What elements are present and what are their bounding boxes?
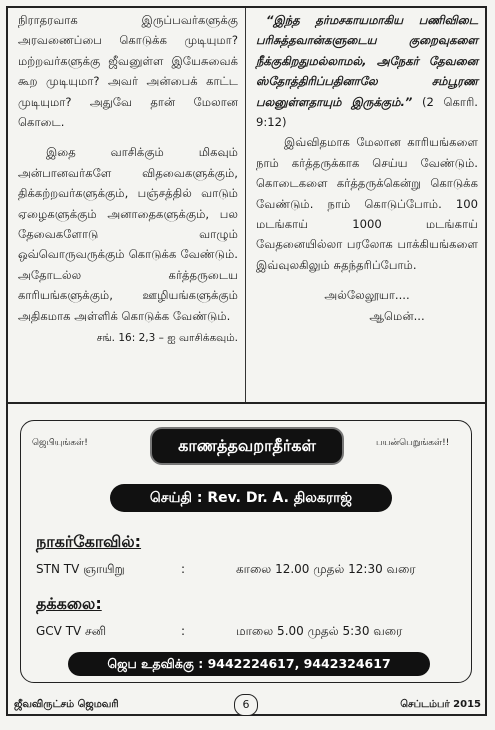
ad-title: காணத்தவறாதீர்கள் xyxy=(150,427,344,465)
schedule-row-2 xyxy=(36,622,466,640)
section-divider xyxy=(8,402,485,404)
location-nagercoil: நாகர்கோவில்: xyxy=(36,532,142,551)
column-divider xyxy=(245,8,246,403)
left-paragraph-2: இதை வாசிக்கும் மிகவும் அன்பானவர்களே விதவைகளுக்கும், திக்கற்றவர்களுக்கும், பஞ்சத்தில் வாடும் ஏழைகளுக்கும் அனாதைகளுக்கும், பல தேவைகளோடு வாழும் ஒவ்வொருவருக்கும் கொடுக்க வேண்டும். அதோடல்ல கர்த்தருடைய காரியங்களுக்கும், ஊழியங்களுக்கும் அதிகமாக அள்ளிக் கொடுக்க வேண்டும். xyxy=(18,145,238,323)
footer-magazine-name: ஜீவவிருட்சம் ஜெமவரி xyxy=(14,699,119,710)
channel-2: GCV TV சனி xyxy=(36,624,107,638)
time-2: மாலை 5.00 முதல் 5:30 வரை xyxy=(236,624,403,638)
left-paragraph-1: நிராதரவாக இருப்பவர்களுக்கு அரவணைப்பை கொடுக்க முடியுமா? மற்றவர்களுக்கு ஜீவனுள்ள இயேசுவைக் கூற முடியுமா? அவர் அன்பைக் காட்ட முடியுமா? அதுவே தான் மேலான கொடை. xyxy=(18,13,238,130)
benefit-tag: பயன்பெறுங்கள்!! xyxy=(376,438,450,448)
page-number: 6 xyxy=(234,694,258,716)
pray-tag: ஜெபியுங்கள்! xyxy=(32,438,88,448)
contact-banner: ஜெப உதவிக்கு : 9442224617, 9442324617 xyxy=(68,652,430,676)
hallelujah-text: அல்லேலூயா.... xyxy=(324,288,410,303)
left-column xyxy=(18,10,238,349)
location-thuckalay: தக்கலை: xyxy=(36,594,102,613)
separator-1: : xyxy=(181,562,186,576)
footer-date: செப்டம்பர் 2015 xyxy=(400,699,481,710)
amen-text: ஆமென்... xyxy=(369,308,425,323)
separator-2: : xyxy=(181,624,186,638)
schedule-row-1 xyxy=(36,560,466,578)
right-paragraph-2: இவ்விதமாக மேலான காரியங்களை நாம் கர்த்தருக்காக செய்ய வேண்டும். கொடைகளை கர்த்தருக்கென்று கொடுக்க வேண்டும். நாம் கொடுப்போம். 100 மடங்காய் 1000 மடங்காய் வேதனையில்லா பரலோக பாக்கியங்களை இவ்வுலகிலும் சுதந்தரிப்போம். xyxy=(256,135,478,272)
channel-1: STN TV ஞாயிறு xyxy=(36,562,125,576)
quote-reference: (2 கொரி. 9:12) xyxy=(256,94,478,130)
right-column xyxy=(256,10,478,326)
bible-quote: “இந்த தர்மசகாயமாகிய பணிவிடை பரிசுத்தவான்களுடைய குறைவுகளை நீக்குகிறதுமல்லாமல், அநேகர் தேவனை ஸ்தோத்திரிப்பதினாலே சம்பூரண பலனுள்ளதாயும் இருக்கும்.” xyxy=(256,13,478,109)
speaker-banner: செய்தி : Rev. Dr. A. திலகராஜ் xyxy=(110,484,392,512)
time-1: காலை 12.00 முதல் 12:30 வரை xyxy=(236,562,416,576)
scripture-reference: சங். 16: 2,3 – ஐ வாசிக்கவும். xyxy=(96,332,238,345)
